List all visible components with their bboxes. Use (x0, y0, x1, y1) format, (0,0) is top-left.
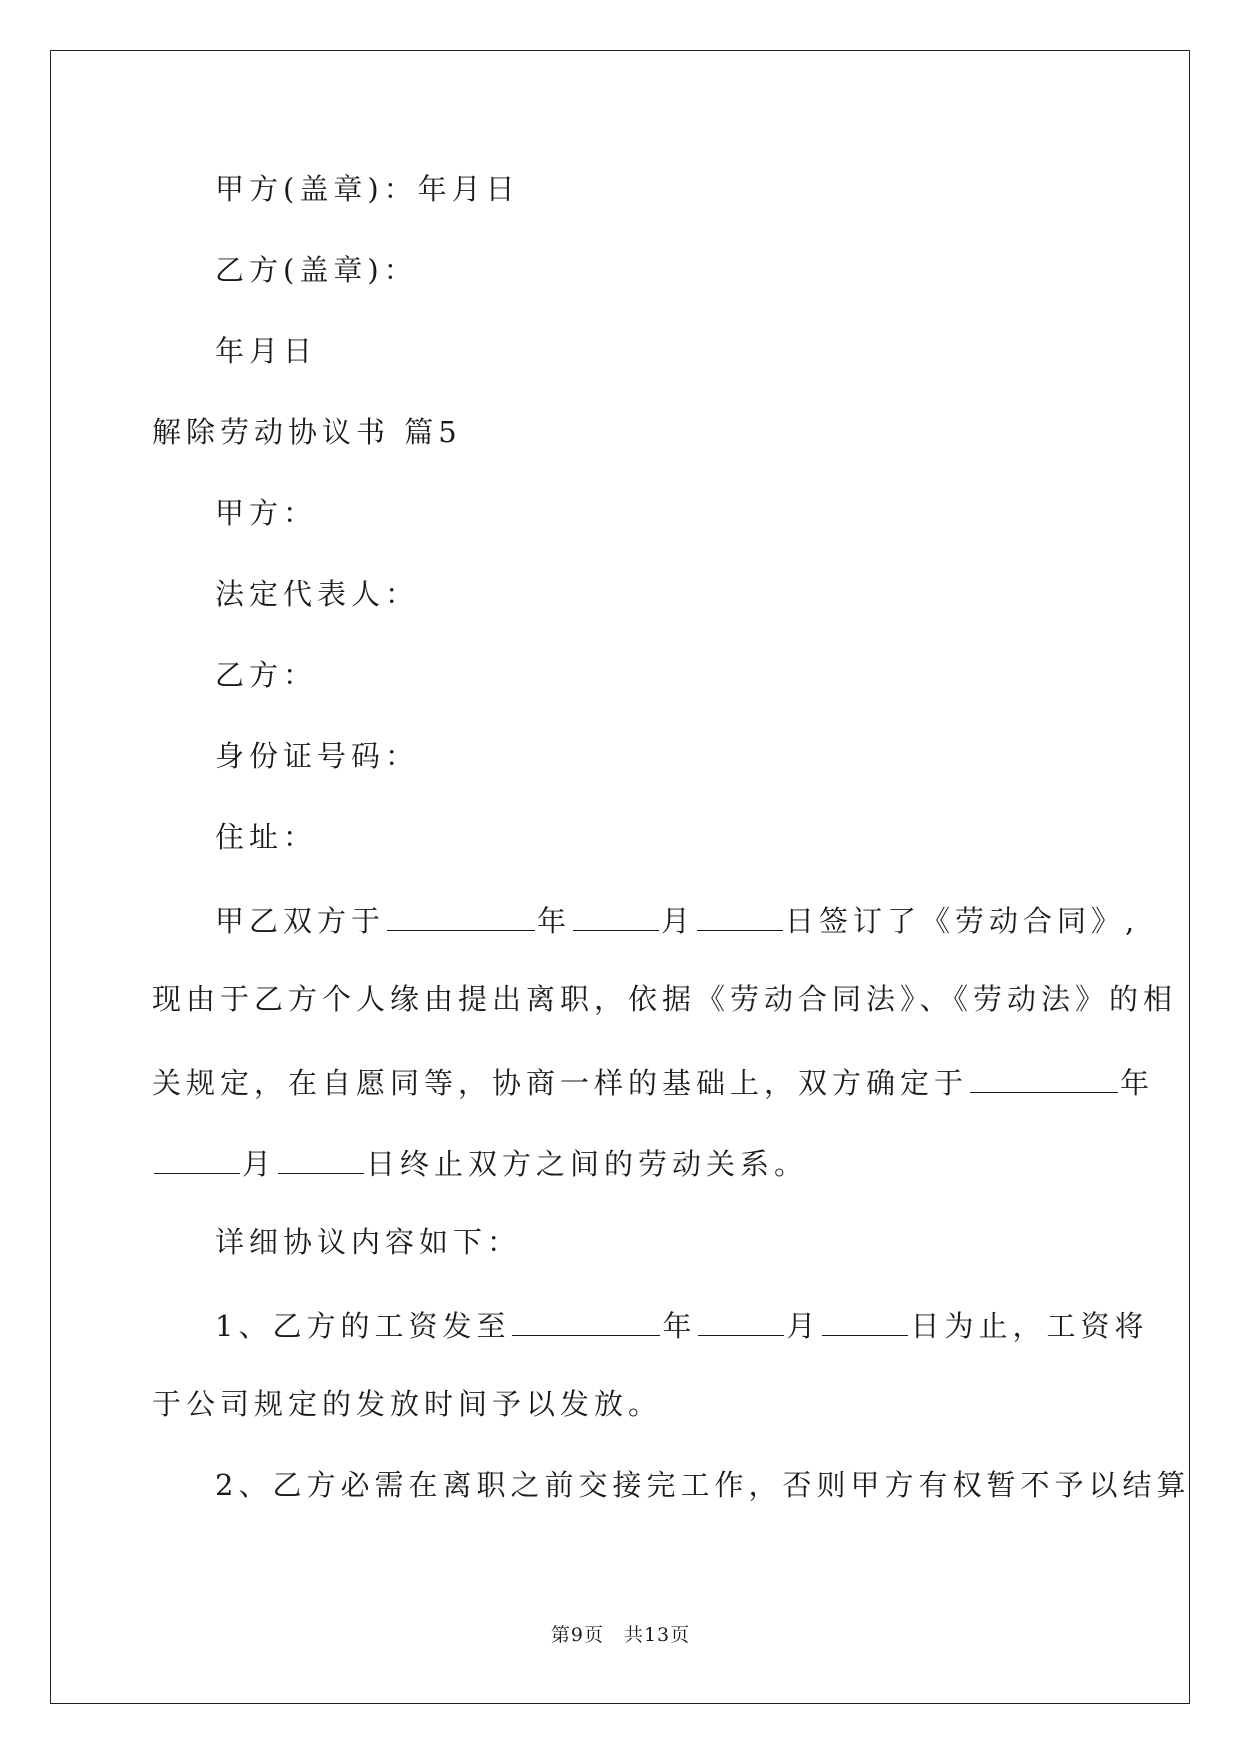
section-title: 解除劳动协议书 篇5 (152, 415, 462, 449)
blank-field (154, 1147, 240, 1174)
blank-field (822, 1309, 908, 1336)
text-segment: 关规定，在自愿同等，协商一样的基础上，双方确定于 (152, 1066, 969, 1100)
page-total: 共13页 (623, 1624, 691, 1646)
id-number-label: 身份证号码： (215, 739, 420, 773)
party-b-label: 乙方： (215, 658, 318, 692)
page-number: 第9页 (550, 1624, 604, 1646)
blank-field (698, 1309, 784, 1336)
text-segment: 月 (242, 1147, 277, 1181)
text-segment: 月 (661, 904, 696, 938)
paragraph-line: 现由于乙方个人缘由提出离职，依据《劳动合同法》、《劳动法》的相 (152, 982, 1178, 1016)
text-segment: 年 (537, 904, 572, 938)
page-border (50, 50, 1190, 1704)
text-segment: 年 (1120, 1066, 1155, 1100)
text-segment: 年 (662, 1309, 697, 1343)
clause-2-line: 2、乙方必需在离职之前交接完工作，否则甲方有权暂不予以结算 (215, 1468, 1191, 1502)
party-a-seal-line: 甲方(盖章)：年月日 (215, 172, 520, 206)
paragraph-line (152, 1066, 1154, 1098)
blank-field (697, 904, 783, 931)
blank-field (512, 1309, 660, 1336)
address-label: 住址： (215, 820, 318, 854)
clause-1-line (215, 1309, 1149, 1341)
text-segment: 甲乙双方于 (215, 904, 386, 938)
date-line: 年月日 (215, 334, 318, 368)
text-segment: 日为止，工资将 (910, 1309, 1149, 1343)
agreement-intro: 详细协议内容如下： (215, 1225, 522, 1259)
blank-field (970, 1066, 1118, 1093)
clause-1-continuation: 于公司规定的发放时间予以发放。 (152, 1387, 663, 1421)
text-segment: 月 (786, 1309, 821, 1343)
text-segment: 日终止双方之间的劳动关系。 (366, 1147, 809, 1181)
page-footer (0, 1620, 1241, 1647)
blank-field (278, 1147, 364, 1174)
blank-field (387, 904, 535, 931)
party-a-label: 甲方： (215, 496, 318, 530)
text-segment: 1、乙方的工资发至 (215, 1309, 511, 1343)
legal-representative-label: 法定代表人： (215, 577, 420, 611)
paragraph-line (152, 1147, 808, 1179)
paragraph-line (215, 904, 1139, 936)
blank-field (573, 904, 659, 931)
text-segment: 日签订了《劳动合同》, (785, 904, 1140, 938)
party-b-seal-line: 乙方(盖章)： (215, 253, 418, 287)
